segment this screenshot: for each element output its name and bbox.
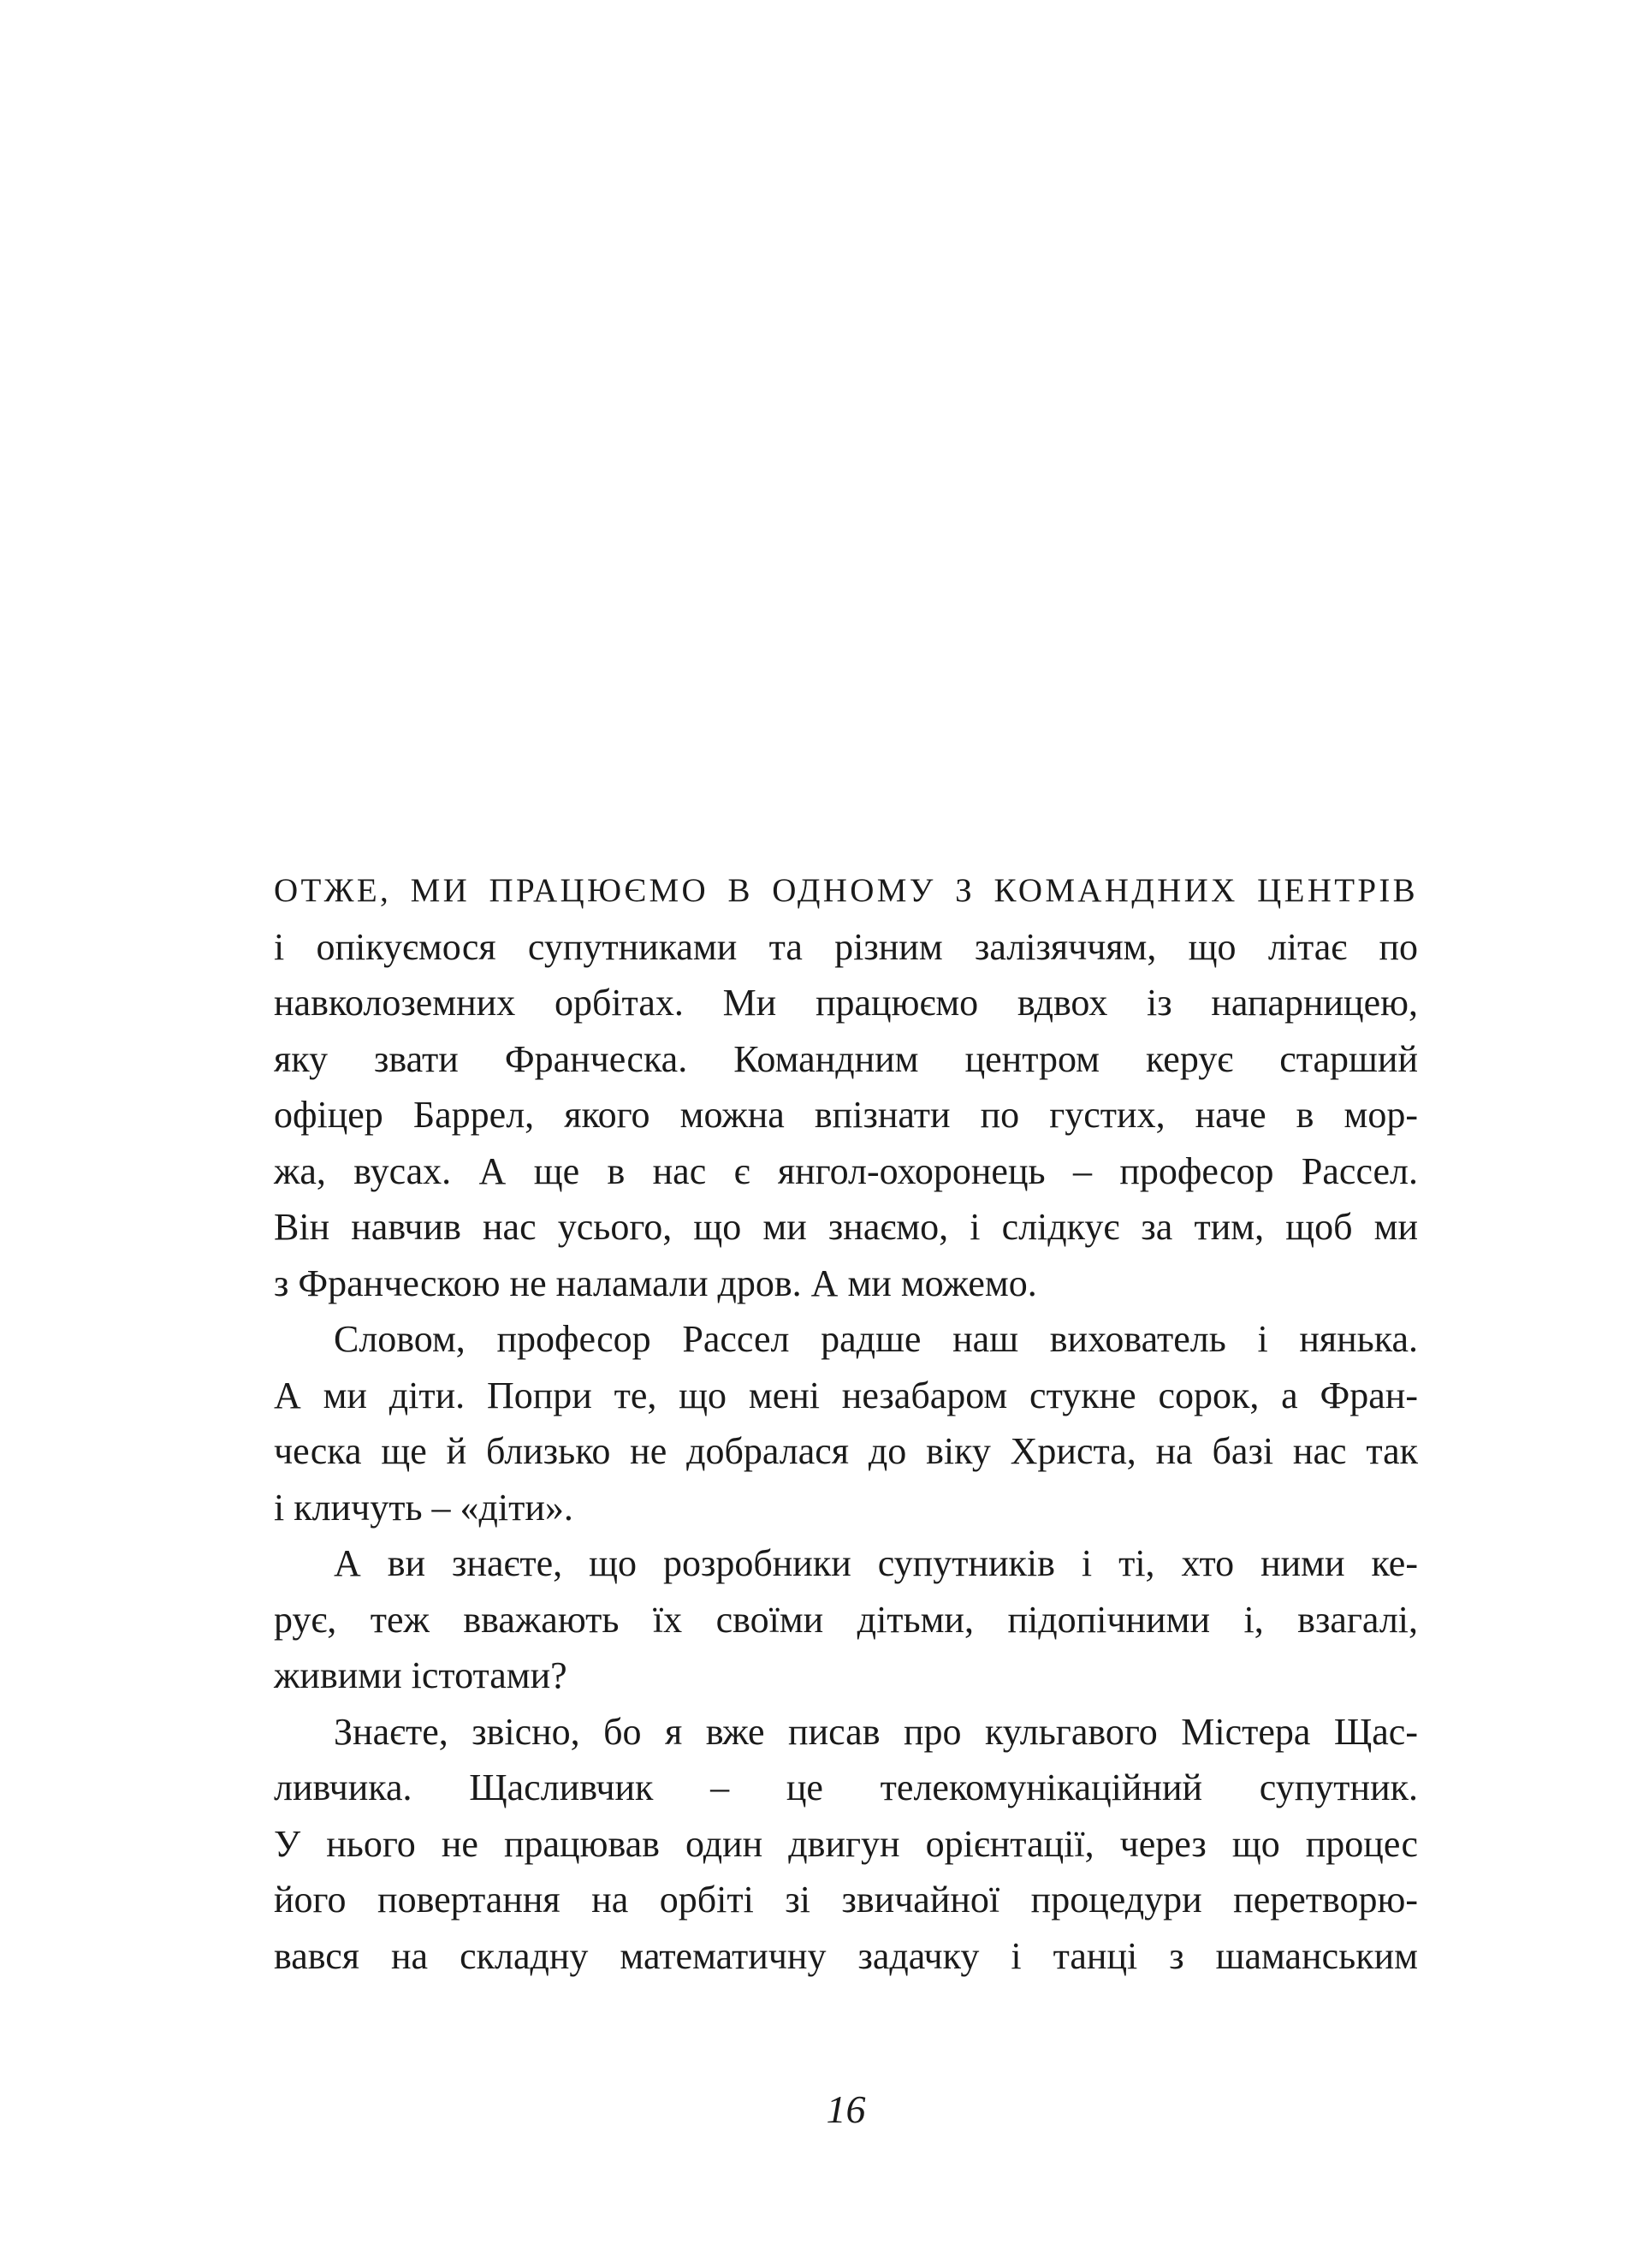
body-line: навколоземних орбітах. Ми працюємо вдвох із напарницею, — [274, 982, 1418, 1024]
body-line: жа, вусах. А ще в нас є янгол-охоронець – професор Рассел. — [274, 1149, 1418, 1192]
opening-line: ОТЖЕ, МИ ПРАЦЮЄМО В ОДНОМУ З КОМАНДНИХ ЦЕНТРІВ — [274, 872, 1418, 909]
body-line: ливчика. Щасливчик – це телекомунікаційний супутник. — [274, 1766, 1418, 1808]
body-line: живими істотами? — [274, 1654, 567, 1696]
body-line: рує, теж вважають їх своїми дітьми, підопічними і, взагалі, — [274, 1598, 1418, 1641]
body-line: Знаєте, звісно, бо я вже писав про кульгавого Містера Щас- — [334, 1710, 1418, 1753]
body-line: і опікуємося супутниками та різним залізяччям, що літає по — [274, 925, 1418, 968]
page-number: 16 — [826, 2087, 866, 2131]
body-line: А ви знаєте, що розробники супутників і ті, хто ними ке- — [334, 1542, 1418, 1584]
body-line: його повертання на орбіті зі звичайної процедури перетворю- — [274, 1879, 1418, 1921]
body-line: яку звати Франческа. Командним центром керує старший — [274, 1037, 1418, 1080]
body-line: вався на складну математичну задачку і танці з шаманським — [274, 1934, 1418, 1977]
body-line: офіцер Баррел, якого можна впізнати по густих, наче в мор- — [274, 1094, 1418, 1136]
body-line: Він навчив нас усього, що ми знаємо, і слідкує за тим, щоб ми — [274, 1206, 1418, 1248]
body-line: ческа ще й близько не добралася до віку Христа, на базі нас так — [274, 1430, 1418, 1472]
body-line: і кличуть – «діти». — [274, 1486, 573, 1529]
body-line: з Франческою не наламали дров. А ми можемо. — [274, 1262, 1037, 1304]
body-text — [274, 863, 1418, 1984]
body-line: У нього не працював один двигун орієнтації, через що процес — [274, 1822, 1418, 1865]
body-line: Словом, професор Рассел радше наш вихователь і нянька. — [334, 1318, 1418, 1360]
body-line: А ми діти. Попри те, що мені незабаром стукне сорок, а Фран- — [274, 1374, 1418, 1416]
